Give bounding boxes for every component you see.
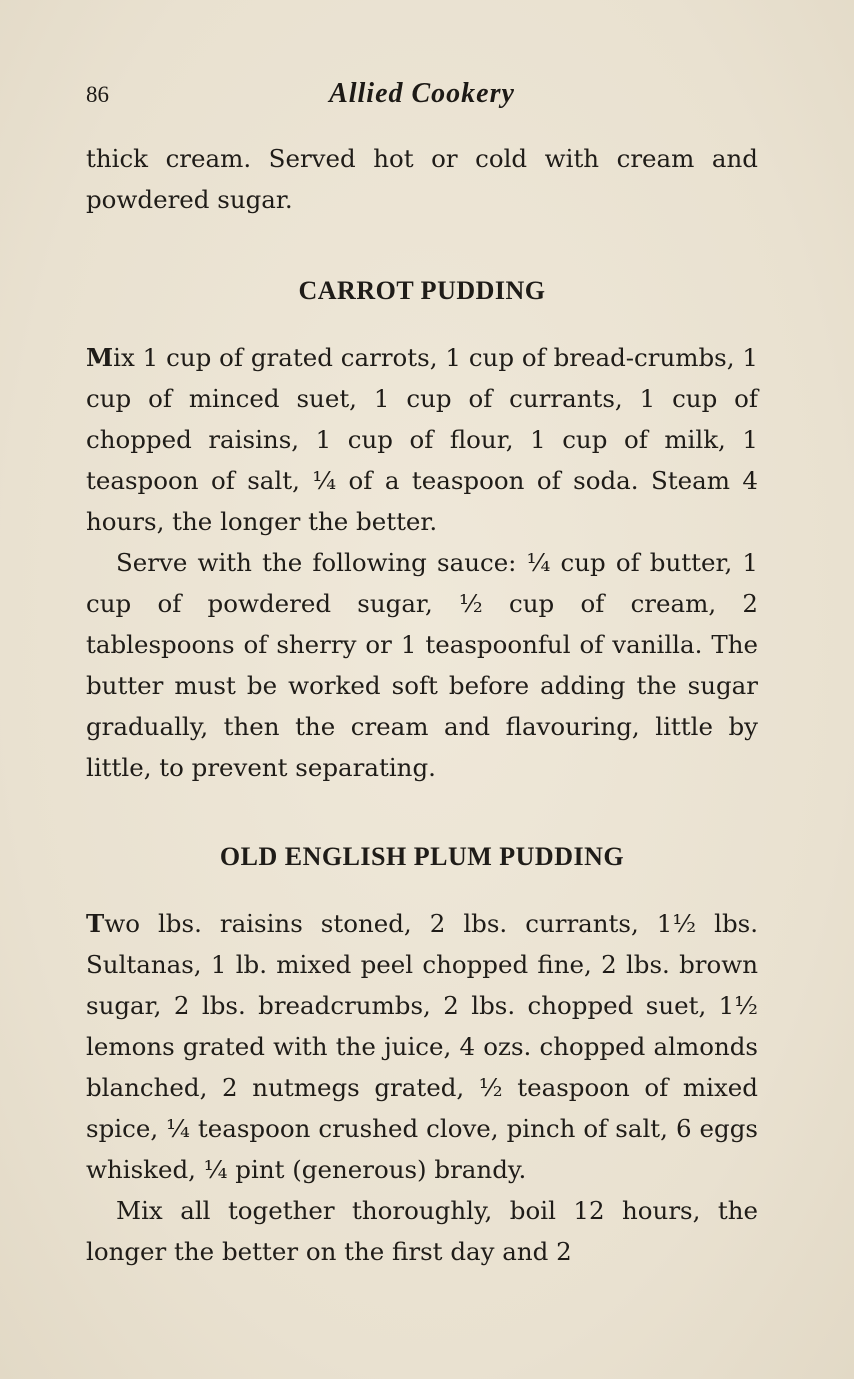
- book-title: Allied Cookery: [329, 78, 515, 109]
- carrot-pudding-paragraph-2: Serve with the following sauce: ¼ cup of butter, 1 cup of powdered sugar, ½ cup of cream, 2 tablespoons of sherry or 1 teaspoonful of vanilla. The butter must be worked soft before adding the sugar gradually, then the cream and flavouring, little by little, to prevent separating.: [86, 548, 758, 782]
- paragraph-text: ix 1 cup of grated carrots, 1 cup of bread-crumbs, 1 cup of minced suet, 1 cup of currants, 1 cup of chopped raisins, 1 cup of flour, 1 cup of milk, 1 teaspoon of salt, ¼ of a teaspoon of soda. Steam 4 hours, the longer the better.: [86, 343, 758, 536]
- drop-cap-initial: M: [86, 343, 114, 372]
- continuation-paragraph: thick cream. Served hot or cold with cream and powdered sugar.: [86, 144, 758, 214]
- plum-pudding-paragraph-2: Mix all together thoroughly, boil 12 hours, the longer the better on the first day and 2: [86, 1196, 758, 1266]
- drop-cap-initial: T: [86, 909, 105, 938]
- section-heading-old-english-plum-pudding: OLD ENGLISH PLUM PUDDING: [219, 842, 625, 871]
- section-heading-carrot-pudding: CARROT PUDDING: [298, 276, 546, 305]
- page-body: [86, 138, 758, 1272]
- plum-pudding-paragraph-1: [86, 903, 758, 1190]
- running-head: [86, 78, 758, 114]
- carrot-pudding-paragraph-1: [86, 337, 758, 542]
- page-number: 86: [86, 82, 109, 107]
- paragraph-text: wo lbs. raisins stoned, 2 lbs. currants, 1½ lbs. Sultanas, 1 lb. mixed peel chopped fine, 2 lbs. brown sugar, 2 lbs. breadcrumbs, 2 lbs. chopped suet, 1½ lemons grated with the juice, 4 ozs. chopped almonds blanched, 2 nutmegs grated, ½ teaspoon of mixed spice, ¼ teaspoon crushed clove, pinch of salt, 6 eggs whisked, ¼ pint (generous) brandy.: [86, 909, 758, 1184]
